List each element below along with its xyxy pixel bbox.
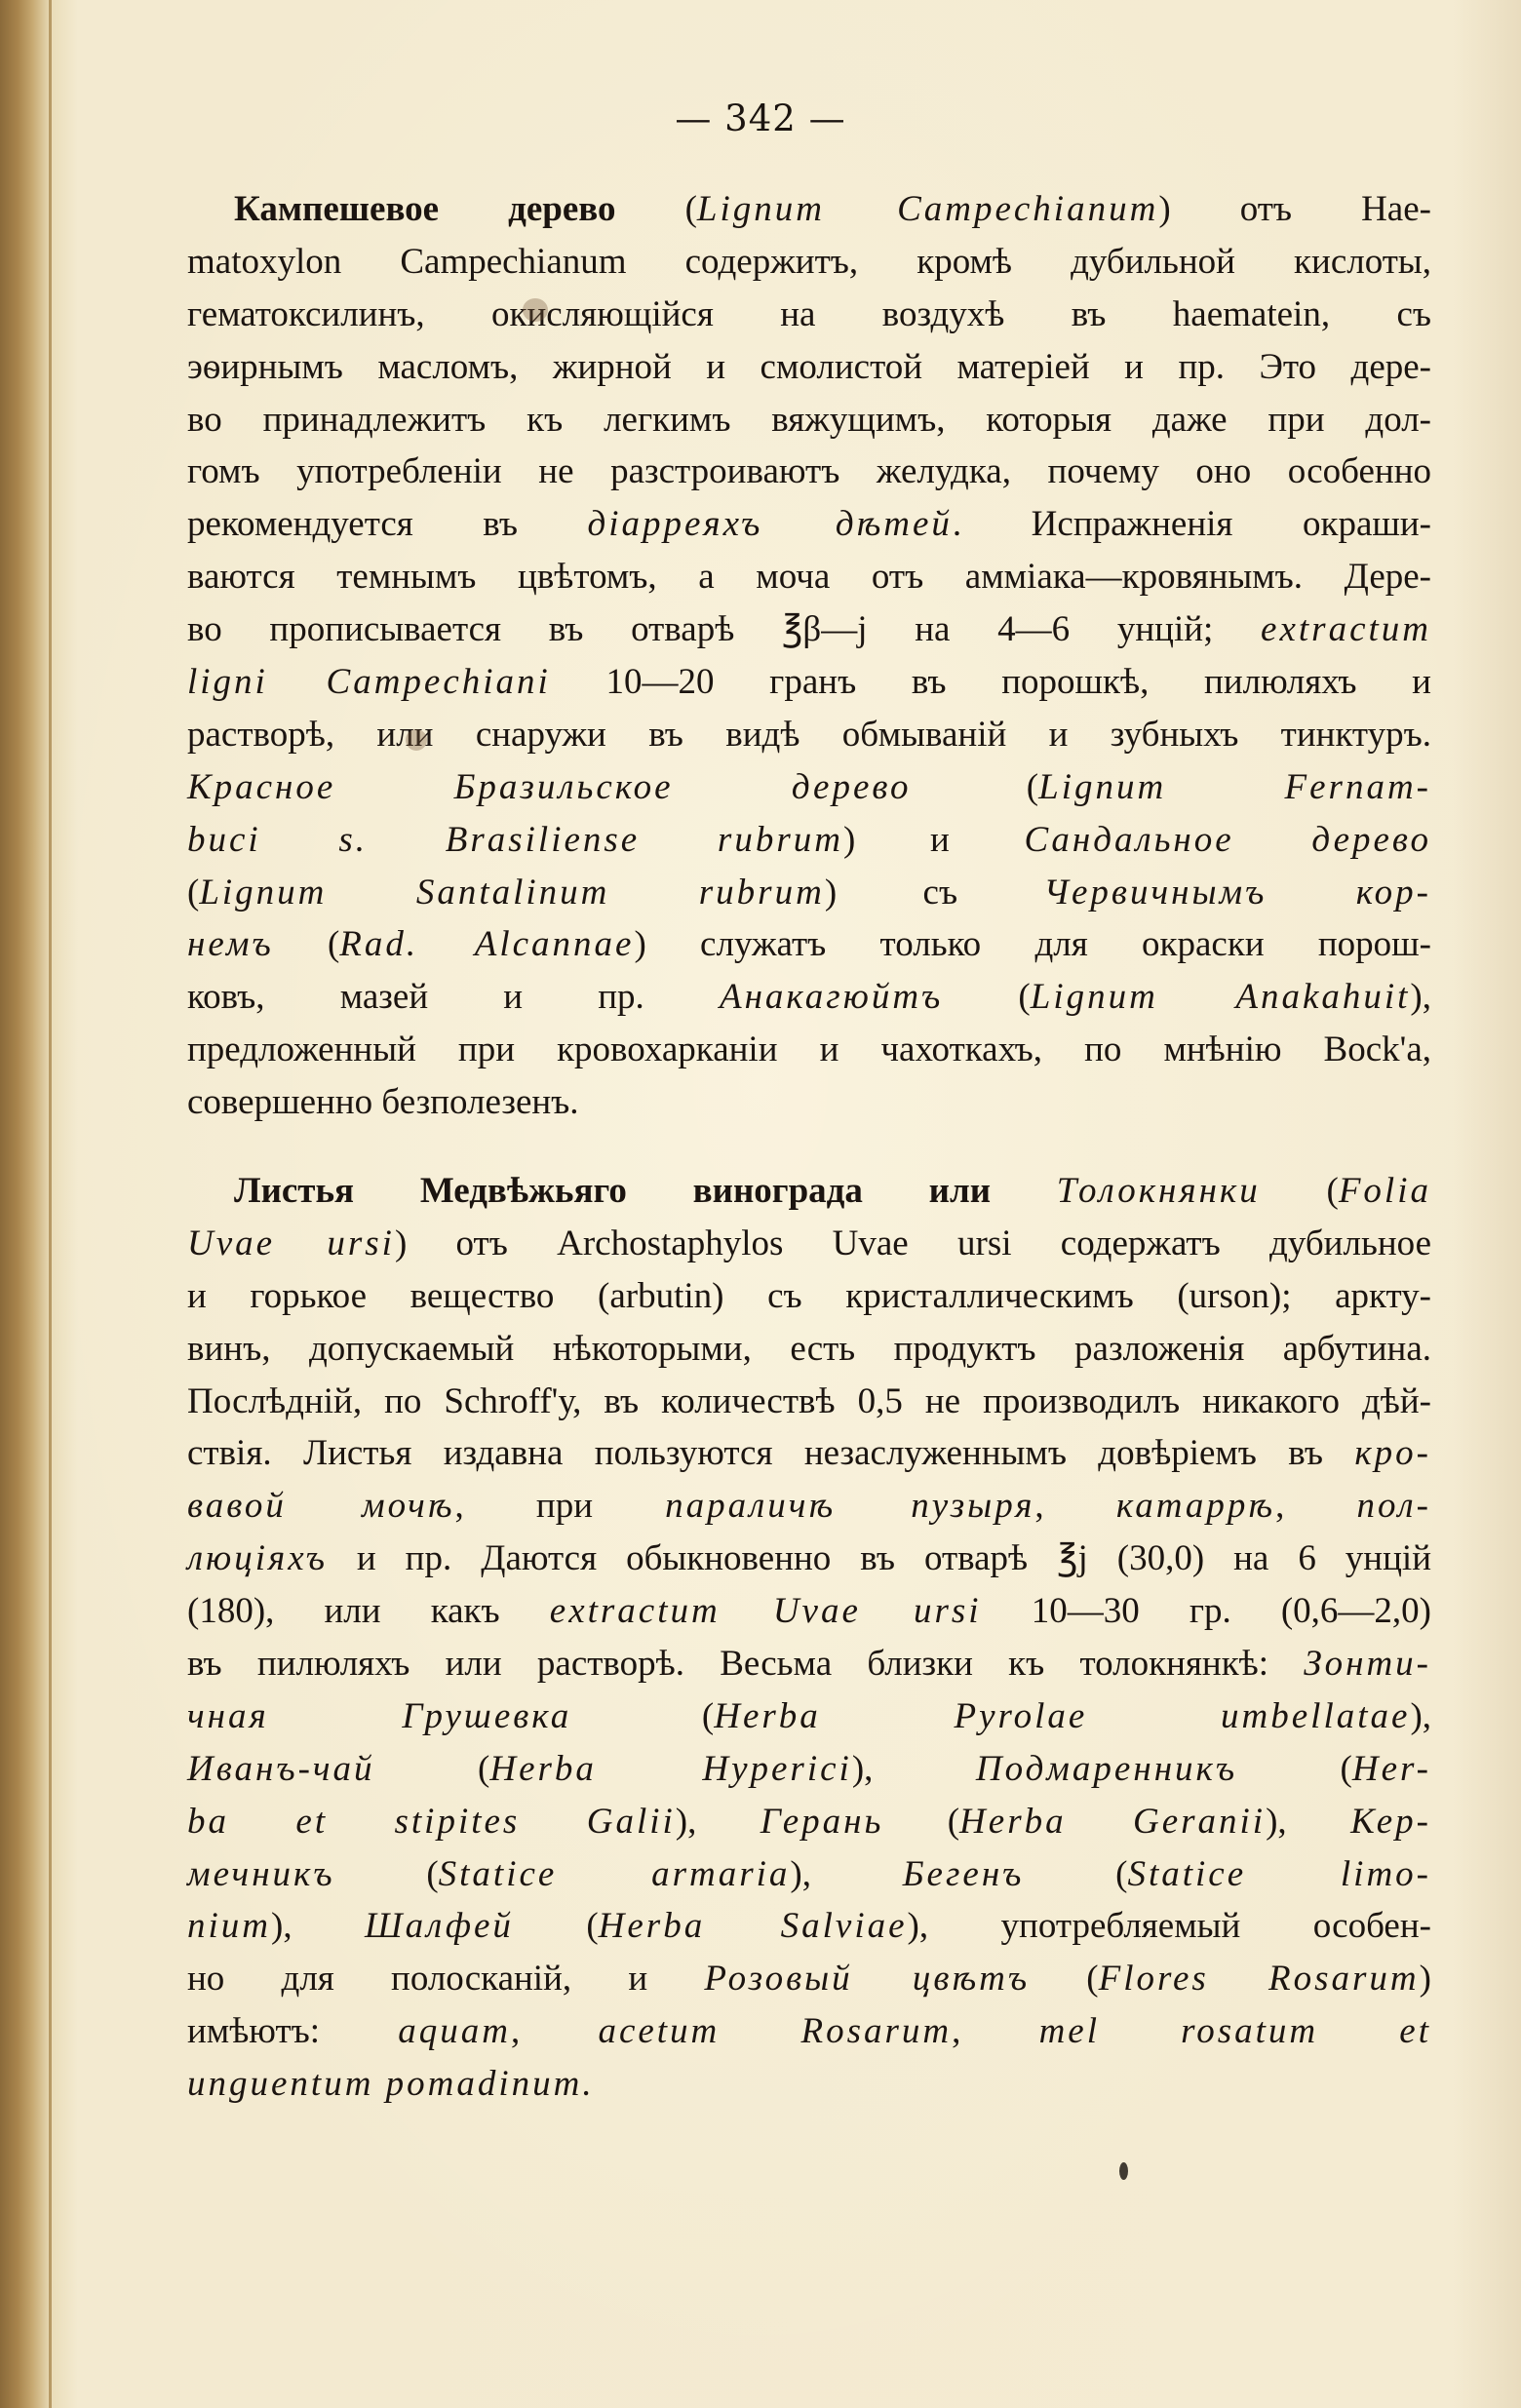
text-run: ( (1024, 1853, 1128, 1894)
text-run: , (510, 2011, 599, 2052)
page-number: — 342 — (675, 97, 846, 139)
text-line (187, 2058, 1431, 2111)
text-line (187, 1165, 1431, 1218)
italic-term: люціяхъ (187, 1538, 328, 1579)
text-run: ) служатъ только для окраски порош- (634, 924, 1431, 965)
text-line (187, 1270, 1431, 1323)
italic-term: Lignum Fernam- (1038, 766, 1432, 807)
text-run: (180), или какъ (187, 1591, 550, 1632)
text-run: ( (334, 1853, 439, 1894)
italic-term: Uvae ursi (187, 1223, 395, 1263)
text-line (187, 603, 1431, 656)
text-line (187, 1024, 1431, 1076)
text-run: ( (273, 924, 340, 965)
text-line (187, 1638, 1431, 1690)
italic-term: Lignum Campechianum (696, 189, 1159, 229)
text-line (187, 551, 1431, 603)
italic-term: Lignum Anakahuit (1030, 977, 1411, 1018)
text-line (187, 1218, 1431, 1270)
text-line (187, 1796, 1431, 1848)
italic-term: Flores Rosarum (1098, 1959, 1420, 2000)
text-run: 10—20 гранъ въ порошкѣ, пилюляхъ и (550, 662, 1431, 703)
italic-term: Бегенъ (902, 1853, 1025, 1894)
text-line (187, 289, 1431, 341)
text-line (187, 761, 1431, 814)
text-run: Послѣдній, по Schroff'у, въ количествѣ 0,5 не производилъ никакого дѣй- (187, 1380, 1431, 1421)
text-run: matoxylon Campechianum содержитъ, кромѣ дубильной кислоты, (187, 241, 1431, 282)
paragraph-bearberry-leaves (187, 1165, 1431, 2111)
italic-term: Lignum Santalinum rubrum (199, 872, 825, 913)
italic-term: buci s. Brasiliense rubrum (187, 819, 843, 860)
italic-term: aquam (398, 2011, 511, 2052)
text-line (187, 918, 1431, 971)
text-run: , (1034, 1486, 1116, 1527)
italic-term: Красное Бразильское дерево (187, 766, 912, 807)
italic-term: Herba Hyperici (489, 1748, 852, 1789)
italic-term: Анакагюйтъ (719, 977, 944, 1018)
italic-term: Подмаренникъ (975, 1748, 1238, 1789)
italic-term: Толокнянки (1056, 1171, 1261, 1211)
ink-blot (523, 298, 548, 322)
text-line (187, 1076, 1431, 1129)
page-binding-edge (49, 0, 52, 2408)
text-run: гематоксилинъ, окисляющійся на воздухѣ въ haematein, съ (187, 293, 1431, 334)
text-run: ( (911, 766, 1039, 807)
bold-heading: Кампешевое дерево (234, 189, 616, 229)
text-line (187, 1848, 1431, 1901)
text-run: ( (883, 1801, 960, 1842)
italic-term: Червичнымъ кор- (1043, 872, 1432, 913)
text-run: винъ, допускаемый нѣкоторыми, есть продуктъ разложенія арбутина. (187, 1328, 1431, 1369)
text-run: . Испражненія окраши- (952, 504, 1431, 545)
text-line (187, 341, 1431, 394)
text-run: ), (1410, 977, 1431, 1018)
italic-term: mel rosatum et (1038, 2011, 1432, 2052)
italic-term: Statice armaria (438, 1853, 791, 1894)
italic-term: unguentum pomadinum. (187, 2064, 595, 2105)
text-run: , (1275, 1486, 1357, 1527)
text-run: ) и (842, 819, 1025, 860)
text-run: ) отъ Archostaphylos Uvae ursi содержатъ дубильное (394, 1223, 1431, 1263)
text-run: ( (571, 1695, 715, 1736)
italic-term: Statice limo- (1127, 1853, 1432, 1894)
italic-term: Герань (760, 1801, 884, 1842)
text-line (187, 1376, 1431, 1428)
text-run: ( (943, 977, 1031, 1018)
text-run: но для полосканій, и (187, 1959, 705, 2000)
text-line (187, 1533, 1431, 1585)
text-run: ваются темнымъ цвѣтомъ, а моча отъ аммiака—кровянымъ. Дере- (187, 557, 1431, 598)
text-line (187, 1323, 1431, 1376)
text-run: ), (271, 1906, 366, 1947)
italic-term: extractum Uvae ursi (549, 1591, 982, 1632)
italic-term: Розовый цвѣтъ (704, 1959, 1031, 2000)
italic-term: Her- (1351, 1748, 1431, 1789)
text-run: совершенно безполезенъ. (187, 1082, 579, 1123)
bold-heading: Листья Медвѣжьяго винограда или (234, 1171, 992, 1211)
text-line (187, 446, 1431, 498)
text-line (187, 1900, 1431, 1953)
text-run: рекомендуется въ (187, 504, 588, 545)
italic-term: Folia (1338, 1171, 1431, 1211)
italic-term: Herba Geranii (959, 1801, 1267, 1842)
text-run: гомъ употребленіи не разстроиваютъ желудка, почему оно особенно (187, 451, 1431, 492)
italic-term: Сандальное дерево (1024, 819, 1431, 860)
text-line (187, 1427, 1431, 1480)
italic-term: вавой мочѣ (187, 1486, 455, 1527)
text-line (187, 183, 1431, 236)
italic-term: параличѣ пузыря (665, 1486, 1035, 1527)
text-line (187, 971, 1431, 1024)
text-run: ) (1419, 1959, 1431, 2000)
text-run: ( (513, 1906, 599, 1947)
text-run: , (952, 2011, 1039, 2052)
text-run: предложенный при кровохарканіи и чахоткахъ, по мнѣнію Bock'а, (187, 1029, 1431, 1070)
text-line (187, 1480, 1431, 1533)
text-run: ( (374, 1748, 490, 1789)
italic-term: Herba Salviae (598, 1906, 908, 1947)
text-run: ( (187, 872, 200, 913)
text-run: въ пилюляхъ или растворѣ. Весьма близки къ толокнянкѣ: (187, 1644, 1305, 1685)
text-run: ), (1266, 1801, 1351, 1842)
text-run: во прописывается въ отварѣ ℥β—j на 4—6 унцій; (187, 609, 1262, 650)
text-run: во принадлежитъ къ легкимъ вяжущимъ, которыя даже при дол- (187, 399, 1431, 440)
text-run: и горькое вещество (arbutin) съ кристаллическимъ (urson); аркту- (187, 1275, 1431, 1316)
italic-term: немъ (187, 924, 274, 965)
text-run: ствія. Листья издавна пользуются незаслуженнымъ довѣріемъ въ (187, 1433, 1355, 1474)
text-run: ), употребляемый особен- (907, 1906, 1431, 1947)
italic-term: Зонти- (1304, 1644, 1431, 1685)
text-run: растворѣ, или снаружи въ видѣ обмываній и зубныхъ тинктуръ. (187, 714, 1431, 755)
italic-term: extractum (1261, 609, 1431, 650)
text-run: и пр. Даются обыкновенно въ отварѣ ℥j (30,0) на 6 унцій (327, 1538, 1431, 1579)
italic-term: мечникъ (187, 1853, 335, 1894)
italic-term: acetum Rosarum (598, 2011, 953, 2052)
italic-term: пол- (1356, 1486, 1432, 1527)
italic-term: чная Грушевка (187, 1695, 572, 1736)
text-run: ковъ, мазей и пр. (187, 977, 720, 1018)
text-run: , при (454, 1486, 666, 1527)
text-line (187, 709, 1431, 761)
text-line (187, 1585, 1431, 1638)
italic-term: діарреяхъ дѣтей (587, 504, 953, 545)
text-run: эѳирнымъ масломъ, жирной и смолистой матеріей и пр. Это дере- (187, 346, 1431, 387)
text-line (187, 1690, 1431, 1743)
text-run: ), (675, 1801, 760, 1842)
italic-term: ligni Campechiani (187, 662, 551, 703)
text-run: ), (790, 1853, 903, 1894)
text-line (187, 814, 1431, 867)
text-run: ) съ (824, 872, 1044, 913)
text-run: ( (615, 189, 697, 229)
text-run: ), (851, 1748, 976, 1789)
text-line (187, 1743, 1431, 1796)
italic-term: кро- (1354, 1433, 1431, 1474)
text-line (187, 656, 1431, 709)
italic-term: Иванъ-чай (187, 1748, 375, 1789)
paragraph-campeche-wood (187, 183, 1431, 1129)
text-run: ( (1030, 1959, 1099, 2000)
ink-blot (1119, 2162, 1128, 2180)
text-run: ( (1260, 1171, 1339, 1211)
italic-term: ba et stipites Galii (187, 1801, 676, 1842)
text-run: ), (1410, 1695, 1432, 1736)
text-run (991, 1171, 1057, 1211)
text-line (187, 867, 1431, 919)
text-run: 10—30 гр. (0,6—2,0) (981, 1591, 1432, 1632)
text-run: имѣютъ: (187, 2011, 399, 2052)
text-line (187, 236, 1431, 289)
text-line (187, 2005, 1431, 2058)
text-run: ( (1237, 1748, 1352, 1789)
italic-term: Шалфей (365, 1906, 514, 1947)
italic-term: Herba Pyrolae umbellatae (714, 1695, 1411, 1736)
text-run: ) отъ Нае- (1158, 189, 1431, 229)
text-line (187, 394, 1431, 447)
italic-term: катаррѣ (1115, 1486, 1276, 1527)
text-line (187, 498, 1431, 551)
text-line (187, 1953, 1431, 2005)
italic-term: nium (187, 1906, 271, 1947)
italic-term: Rad. Alcannae (339, 924, 635, 965)
ink-blot (406, 729, 427, 751)
italic-term: Кер- (1350, 1801, 1431, 1842)
